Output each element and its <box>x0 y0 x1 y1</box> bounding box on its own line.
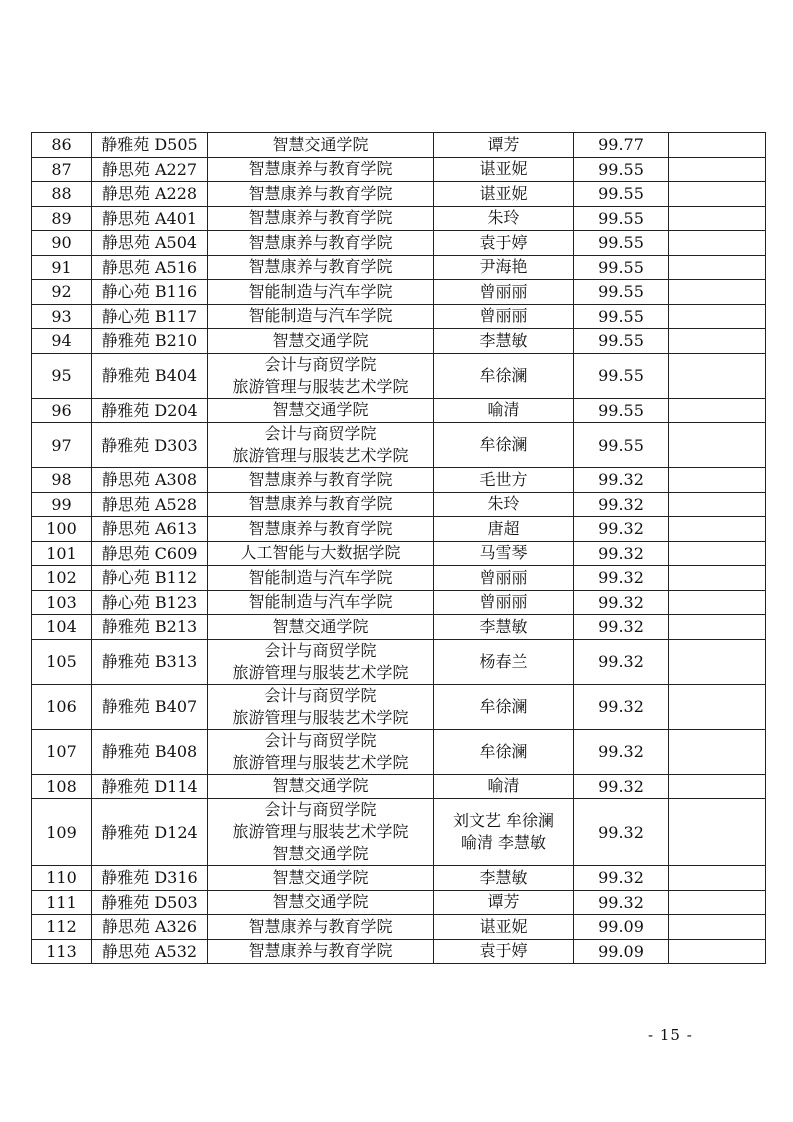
dorm-room-cell: 静思苑 A228 <box>92 182 208 207</box>
counselor-cell <box>434 133 574 158</box>
counselor-line: 尹海艳 <box>479 257 528 277</box>
college-cell <box>208 566 434 591</box>
table-row <box>32 157 766 182</box>
dorm-room-cell: 静思苑 A613 <box>92 517 208 542</box>
dorm-room-cell: 静思苑 A532 <box>92 939 208 964</box>
counselor-cell <box>434 774 574 799</box>
college-line: 智慧康养与教育学院 <box>248 469 393 489</box>
counselor-line: 牟徐澜 <box>479 696 528 716</box>
college-line: 会计与商贸学院 <box>264 730 377 750</box>
college-line: 旅游管理与服装艺术学院 <box>232 376 409 396</box>
table-row <box>32 280 766 305</box>
college-cell <box>208 133 434 158</box>
counselor-cell <box>434 799 574 866</box>
dorm-room-cell: 静雅苑 B213 <box>92 615 208 640</box>
dorm-room-cell: 静思苑 A227 <box>92 157 208 182</box>
dorm-room-cell: 静雅苑 B407 <box>92 684 208 729</box>
college-cell <box>208 517 434 542</box>
counselor-line: 谌亚妮 <box>479 183 528 203</box>
note-cell <box>669 866 766 891</box>
counselor-line: 刘文艺 牟徐澜 <box>452 811 555 830</box>
row-number-cell: 99 <box>32 492 92 517</box>
note-cell <box>669 939 766 964</box>
table-body <box>32 133 766 964</box>
dorm-room-cell: 静思苑 A504 <box>92 231 208 256</box>
score-cell: 99.32 <box>574 890 669 915</box>
college-line: 会计与商贸学院 <box>264 424 377 443</box>
counselor-line: 袁于婷 <box>479 232 528 252</box>
college-cell <box>208 799 434 866</box>
college-cell <box>208 915 434 940</box>
counselor-line: 牟徐澜 <box>479 435 528 454</box>
dorm-score-table <box>31 132 766 964</box>
table-row <box>32 353 766 398</box>
score-cell: 99.32 <box>574 684 669 729</box>
note-cell <box>669 799 766 866</box>
counselor-line: 曾丽丽 <box>479 306 528 326</box>
note-cell <box>669 157 766 182</box>
note-cell <box>669 566 766 591</box>
dorm-room-cell: 静雅苑 B210 <box>92 329 208 354</box>
college-cell <box>208 353 434 398</box>
counselor-cell <box>434 639 574 684</box>
college-line: 会计与商贸学院 <box>264 354 377 374</box>
dorm-room-cell: 静雅苑 B404 <box>92 353 208 398</box>
dorm-room-cell: 静雅苑 D204 <box>92 398 208 423</box>
college-line: 智慧交通学院 <box>272 892 369 912</box>
college-line: 旅游管理与服装艺术学院 <box>232 707 409 727</box>
college-line: 智慧交通学院 <box>272 400 369 420</box>
college-line: 智能制造与汽车学院 <box>248 592 393 612</box>
row-number-cell: 111 <box>32 890 92 915</box>
note-cell <box>669 329 766 354</box>
counselor-line: 谌亚妮 <box>479 159 528 179</box>
table-row <box>32 468 766 493</box>
counselor-line: 喻清 <box>487 776 520 796</box>
counselor-line: 曾丽丽 <box>479 281 528 301</box>
score-cell: 99.32 <box>574 566 669 591</box>
college-cell <box>208 423 434 468</box>
note-cell <box>669 280 766 305</box>
table-row <box>32 492 766 517</box>
table-row <box>32 304 766 329</box>
table-row <box>32 866 766 891</box>
counselor-cell <box>434 866 574 891</box>
score-cell: 99.32 <box>574 492 669 517</box>
row-number-cell: 88 <box>32 182 92 207</box>
college-line: 会计与商贸学院 <box>264 640 377 660</box>
note-cell <box>669 423 766 468</box>
college-cell <box>208 684 434 729</box>
college-cell <box>208 304 434 329</box>
note-cell <box>669 231 766 256</box>
counselor-line: 袁于婷 <box>479 941 528 961</box>
note-cell <box>669 353 766 398</box>
college-line: 智慧康养与教育学院 <box>248 232 393 252</box>
college-cell <box>208 890 434 915</box>
college-cell <box>208 206 434 231</box>
score-cell: 99.55 <box>574 182 669 207</box>
score-cell: 99.55 <box>574 157 669 182</box>
table-row <box>32 231 766 256</box>
college-cell <box>208 468 434 493</box>
counselor-line: 喻清 李慧敏 <box>460 833 547 852</box>
dorm-room-cell: 静思苑 A308 <box>92 468 208 493</box>
dorm-room-cell: 静雅苑 D114 <box>92 774 208 799</box>
college-line: 智慧交通学院 <box>272 616 369 636</box>
score-cell: 99.32 <box>574 615 669 640</box>
counselor-cell <box>434 182 574 207</box>
college-line: 旅游管理与服装艺术学院 <box>232 752 409 772</box>
counselor-cell <box>434 157 574 182</box>
row-number-cell: 113 <box>32 939 92 964</box>
counselor-cell <box>434 255 574 280</box>
table-row <box>32 590 766 615</box>
row-number-cell: 86 <box>32 133 92 158</box>
note-cell <box>669 182 766 207</box>
college-line: 智慧康养与教育学院 <box>248 257 393 277</box>
counselor-cell <box>434 615 574 640</box>
score-cell: 99.55 <box>574 255 669 280</box>
college-line: 智慧康养与教育学院 <box>248 183 393 203</box>
college-line: 智慧康养与教育学院 <box>248 208 393 228</box>
note-cell <box>669 890 766 915</box>
college-line: 智慧交通学院 <box>272 134 369 154</box>
row-number-cell: 87 <box>32 157 92 182</box>
dorm-room-cell: 静雅苑 D316 <box>92 866 208 891</box>
counselor-line: 唐超 <box>487 518 520 538</box>
counselor-cell <box>434 492 574 517</box>
counselor-line: 曾丽丽 <box>479 592 528 612</box>
counselor-cell <box>434 231 574 256</box>
row-number-cell: 109 <box>32 799 92 866</box>
score-cell: 99.32 <box>574 517 669 542</box>
score-cell: 99.09 <box>574 939 669 964</box>
college-cell <box>208 492 434 517</box>
score-cell: 99.32 <box>574 639 669 684</box>
college-cell <box>208 398 434 423</box>
note-cell <box>669 541 766 566</box>
table-row <box>32 329 766 354</box>
dorm-room-cell: 静雅苑 D124 <box>92 799 208 866</box>
counselor-line: 曾丽丽 <box>479 567 528 587</box>
college-line: 智慧交通学院 <box>272 867 369 887</box>
note-cell <box>669 590 766 615</box>
dorm-room-cell: 静雅苑 D303 <box>92 423 208 468</box>
note-cell <box>669 133 766 158</box>
score-cell: 99.32 <box>574 774 669 799</box>
note-cell <box>669 304 766 329</box>
counselor-line: 马雪琴 <box>479 543 528 563</box>
college-line: 旅游管理与服装艺术学院 <box>232 662 409 682</box>
dorm-room-cell: 静思苑 A326 <box>92 915 208 940</box>
table-row <box>32 423 766 468</box>
counselor-line: 朱玲 <box>487 494 520 514</box>
score-cell: 99.55 <box>574 423 669 468</box>
dorm-room-cell: 静思苑 A528 <box>92 492 208 517</box>
counselor-cell <box>434 729 574 774</box>
dorm-room-cell: 静雅苑 D505 <box>92 133 208 158</box>
college-cell <box>208 280 434 305</box>
table-row <box>32 729 766 774</box>
counselor-cell <box>434 206 574 231</box>
college-line: 智慧交通学院 <box>272 330 369 350</box>
score-cell: 99.55 <box>574 353 669 398</box>
counselor-cell <box>434 398 574 423</box>
table-row <box>32 615 766 640</box>
counselor-line: 朱玲 <box>487 208 520 228</box>
college-cell <box>208 615 434 640</box>
table-row <box>32 939 766 964</box>
college-cell <box>208 639 434 684</box>
row-number-cell: 108 <box>32 774 92 799</box>
counselor-line: 谌亚妮 <box>479 916 528 936</box>
note-cell <box>669 915 766 940</box>
row-number-cell: 92 <box>32 280 92 305</box>
note-cell <box>669 206 766 231</box>
note-cell <box>669 774 766 799</box>
college-cell <box>208 231 434 256</box>
counselor-cell <box>434 329 574 354</box>
note-cell <box>669 255 766 280</box>
table-row <box>32 255 766 280</box>
table-row <box>32 799 766 866</box>
note-cell <box>669 639 766 684</box>
score-cell: 99.55 <box>574 398 669 423</box>
score-cell: 99.32 <box>574 729 669 774</box>
dorm-room-cell: 静思苑 C609 <box>92 541 208 566</box>
score-cell: 99.32 <box>574 590 669 615</box>
dorm-room-cell: 静心苑 B123 <box>92 590 208 615</box>
counselor-cell <box>434 590 574 615</box>
college-cell <box>208 157 434 182</box>
college-cell <box>208 774 434 799</box>
row-number-cell: 102 <box>32 566 92 591</box>
college-line: 旅游管理与服装艺术学院 <box>232 446 409 465</box>
score-cell: 99.55 <box>574 231 669 256</box>
college-cell <box>208 255 434 280</box>
row-number-cell: 110 <box>32 866 92 891</box>
dorm-room-cell: 静思苑 A401 <box>92 206 208 231</box>
counselor-cell <box>434 915 574 940</box>
page-number: - 15 - <box>648 1026 693 1044</box>
counselor-cell <box>434 353 574 398</box>
dorm-room-cell: 静心苑 B117 <box>92 304 208 329</box>
college-line: 智慧康养与教育学院 <box>248 941 393 961</box>
counselor-cell <box>434 684 574 729</box>
college-line: 智慧康养与教育学院 <box>248 916 393 936</box>
row-number-cell: 90 <box>32 231 92 256</box>
counselor-cell <box>434 423 574 468</box>
row-number-cell: 101 <box>32 541 92 566</box>
table-row <box>32 206 766 231</box>
row-number-cell: 98 <box>32 468 92 493</box>
college-line: 智慧康养与教育学院 <box>248 159 393 179</box>
counselor-line: 喻清 <box>487 400 520 420</box>
row-number-cell: 104 <box>32 615 92 640</box>
note-cell <box>669 615 766 640</box>
college-cell <box>208 939 434 964</box>
counselor-line: 谭芳 <box>487 892 520 912</box>
table-row <box>32 182 766 207</box>
college-line: 智慧康养与教育学院 <box>248 494 393 514</box>
note-cell <box>669 684 766 729</box>
row-number-cell: 106 <box>32 684 92 729</box>
row-number-cell: 112 <box>32 915 92 940</box>
dorm-room-cell: 静雅苑 B313 <box>92 639 208 684</box>
dorm-room-cell: 静心苑 B112 <box>92 566 208 591</box>
counselor-cell <box>434 280 574 305</box>
row-number-cell: 107 <box>32 729 92 774</box>
note-cell <box>669 729 766 774</box>
college-line: 智慧交通学院 <box>272 776 369 796</box>
college-line: 旅游管理与服装艺术学院 <box>232 822 409 841</box>
counselor-cell <box>434 566 574 591</box>
counselor-line: 牟徐澜 <box>479 365 528 385</box>
row-number-cell: 100 <box>32 517 92 542</box>
counselor-line: 李慧敏 <box>479 867 528 887</box>
college-line: 人工智能与大数据学院 <box>240 543 401 563</box>
college-cell <box>208 541 434 566</box>
row-number-cell: 97 <box>32 423 92 468</box>
counselor-line: 李慧敏 <box>479 616 528 636</box>
table-row <box>32 517 766 542</box>
dorm-room-cell: 静心苑 B116 <box>92 280 208 305</box>
college-line: 会计与商贸学院 <box>264 800 377 819</box>
college-line: 会计与商贸学院 <box>264 685 377 705</box>
score-cell: 99.32 <box>574 799 669 866</box>
counselor-line: 李慧敏 <box>479 330 528 350</box>
counselor-cell <box>434 517 574 542</box>
table-row <box>32 541 766 566</box>
college-line: 智能制造与汽车学院 <box>248 306 393 326</box>
table-row <box>32 133 766 158</box>
note-cell <box>669 468 766 493</box>
score-cell: 99.32 <box>574 541 669 566</box>
counselor-cell <box>434 468 574 493</box>
note-cell <box>669 398 766 423</box>
college-cell <box>208 182 434 207</box>
score-cell: 99.55 <box>574 304 669 329</box>
row-number-cell: 94 <box>32 329 92 354</box>
row-number-cell: 91 <box>32 255 92 280</box>
counselor-line: 谭芳 <box>487 134 520 154</box>
score-cell: 99.09 <box>574 915 669 940</box>
row-number-cell: 93 <box>32 304 92 329</box>
college-line: 智能制造与汽车学院 <box>248 567 393 587</box>
score-cell: 99.32 <box>574 866 669 891</box>
note-cell <box>669 492 766 517</box>
college-line: 智慧康养与教育学院 <box>248 518 393 538</box>
college-cell <box>208 329 434 354</box>
college-line: 智慧交通学院 <box>272 844 369 863</box>
counselor-cell <box>434 304 574 329</box>
row-number-cell: 96 <box>32 398 92 423</box>
counselor-line: 毛世方 <box>479 469 528 489</box>
dorm-room-cell: 静雅苑 B408 <box>92 729 208 774</box>
college-cell <box>208 729 434 774</box>
table-row <box>32 774 766 799</box>
table-row <box>32 684 766 729</box>
note-cell <box>669 517 766 542</box>
row-number-cell: 103 <box>32 590 92 615</box>
score-cell: 99.55 <box>574 329 669 354</box>
row-number-cell: 105 <box>32 639 92 684</box>
college-line: 智能制造与汽车学院 <box>248 281 393 301</box>
counselor-line: 杨春兰 <box>479 651 528 671</box>
score-cell: 99.77 <box>574 133 669 158</box>
table-row <box>32 915 766 940</box>
college-cell <box>208 590 434 615</box>
table-row <box>32 398 766 423</box>
counselor-line: 牟徐澜 <box>479 741 528 761</box>
dorm-room-cell: 静雅苑 D503 <box>92 890 208 915</box>
score-cell: 99.32 <box>574 468 669 493</box>
table-row <box>32 890 766 915</box>
counselor-cell <box>434 890 574 915</box>
row-number-cell: 89 <box>32 206 92 231</box>
counselor-cell <box>434 541 574 566</box>
college-cell <box>208 866 434 891</box>
score-cell: 99.55 <box>574 206 669 231</box>
table-row <box>32 639 766 684</box>
dorm-room-cell: 静思苑 A516 <box>92 255 208 280</box>
score-cell: 99.55 <box>574 280 669 305</box>
row-number-cell: 95 <box>32 353 92 398</box>
table-row <box>32 566 766 591</box>
counselor-cell <box>434 939 574 964</box>
